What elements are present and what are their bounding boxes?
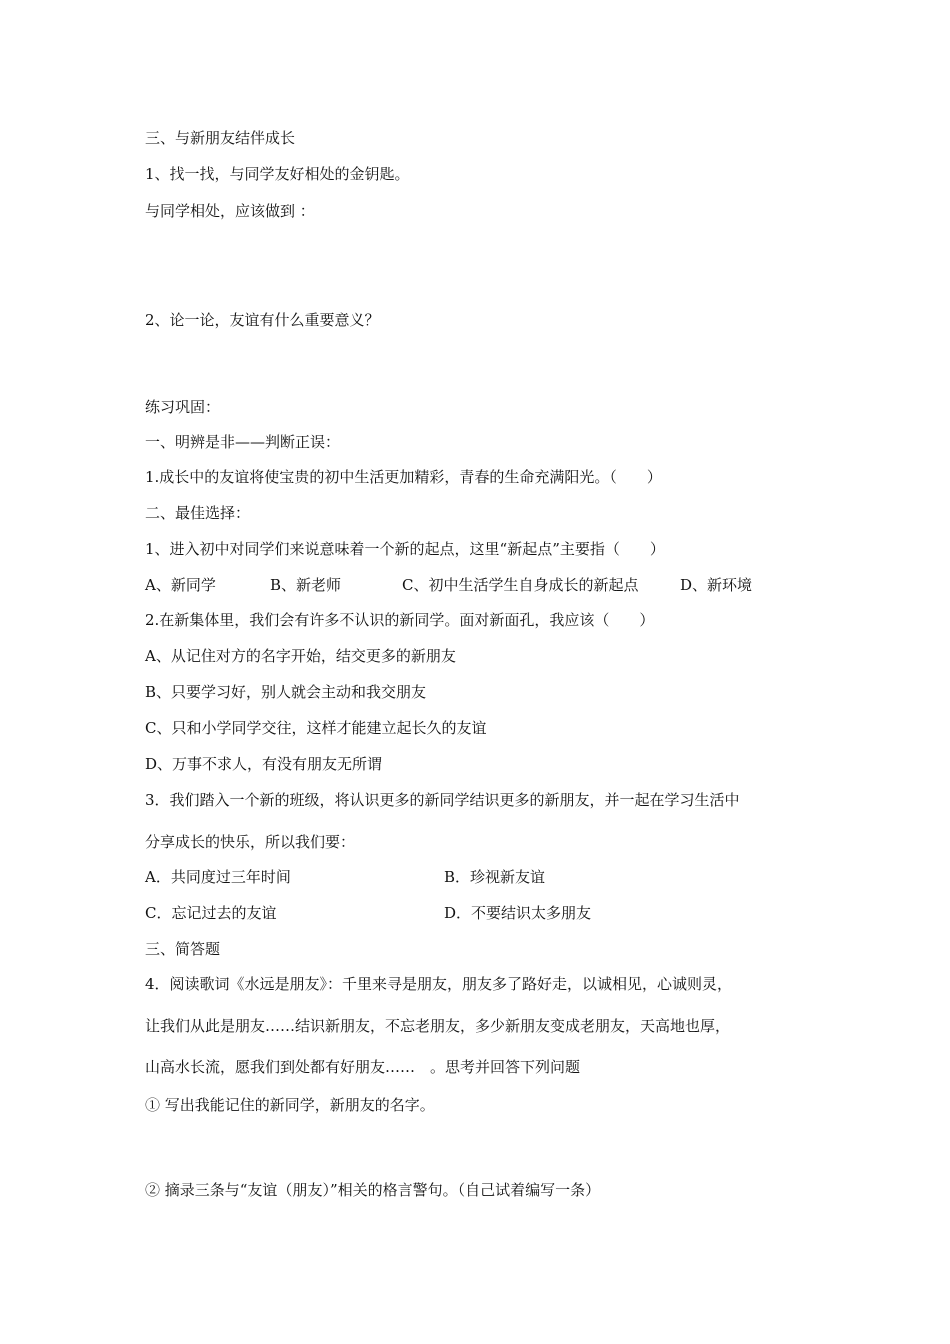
- judgment-item-1: 1.成长中的友谊将使宝贵的初中生活更加精彩，青春的生命充满阳光。（ ）: [145, 468, 662, 486]
- choice-q3-stem-line2: 分享成长的快乐，所以我们要：: [145, 833, 356, 851]
- part1-heading: 一、明辨是非——判断正误：: [145, 433, 341, 451]
- choice-q2-option-a: A、从记住对方的名字开始，结交更多的新朋友: [145, 647, 456, 665]
- question-2: 2、论一论，友谊有什么重要意义？: [145, 311, 380, 329]
- choice-q3-option-b: B．珍视新友谊: [444, 868, 546, 886]
- section-title: 三、与新朋友结伴成长: [145, 129, 296, 147]
- short-answer-sub1: ① 写出我能记住的新同学，新朋友的名字。: [145, 1096, 435, 1114]
- practice-heading: 练习巩固：: [145, 398, 221, 416]
- question-1-prompt: 与同学相处，应该做到 ：: [145, 202, 315, 220]
- choice-q1-option-c: C、初中生活学生自身成长的新起点: [402, 576, 639, 594]
- choice-q3-option-d: D．不要结识太多朋友: [444, 904, 592, 922]
- choice-q3-option-c: C．忘记过去的友谊: [145, 904, 277, 922]
- short-answer-q4-line1: 4．阅读歌词《水远是朋友》：千里来寻是朋友，朋友多了路好走，以诚相见，心诚则灵，: [145, 975, 733, 993]
- part2-heading: 二、最佳选择：: [145, 504, 251, 522]
- choice-q2-option-d: D、万事不求人，有没有朋友无所谓: [145, 755, 383, 773]
- choice-q1-option-b: B、新老师: [270, 576, 342, 594]
- choice-q3-stem-line1: 3．我们踏入一个新的班级，将认识更多的新同学结识更多的新朋友，并一起在学习生活中: [145, 791, 740, 809]
- choice-q1-stem: 1、进入初中对同学们来说意味着一个新的起点，这里“新起点”主要指（ ）: [145, 540, 665, 558]
- short-answer-q4-line3: 山高水长流，愿我们到处都有好朋友…… 。思考并回答下列问题: [145, 1058, 581, 1076]
- part3-heading: 三、简答题: [145, 940, 221, 958]
- choice-q1-option-d: D、新环境: [680, 576, 753, 594]
- choice-q2-option-c: C、只和小学同学交往，这样才能建立起长久的友谊: [145, 719, 487, 737]
- short-answer-sub2: ② 摘录三条与“友谊（朋友）”相关的格言警句。（自己试着编写一条）: [145, 1181, 601, 1199]
- choice-q3-option-a: A．共同度过三年时间: [145, 868, 291, 886]
- choice-q1-option-a: A、新同学: [145, 576, 216, 594]
- choice-q2-option-b: B、只要学习好，别人就会主动和我交朋友: [145, 683, 427, 701]
- question-1: 1、找一找，与同学友好相处的金钥匙。: [145, 165, 410, 183]
- choice-q2-stem: 2.在新集体里，我们会有许多不认识的新同学。面对新面孔，我应该（ ）: [145, 611, 655, 629]
- short-answer-q4-line2: 让我们从此是朋友……结识新朋友，不忘老朋友，多少新朋友变成老朋友，天高地也厚，: [145, 1017, 731, 1035]
